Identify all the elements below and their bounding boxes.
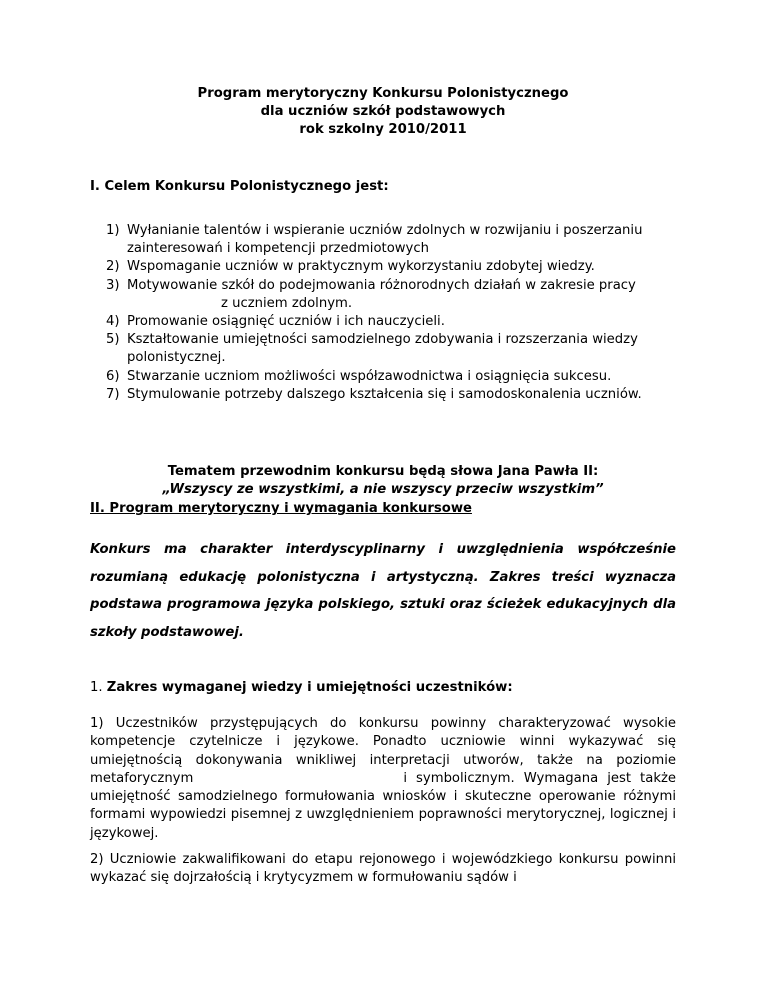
title-line-3: rok szkolny 2010/2011 (299, 122, 467, 137)
subsection-1-heading (90, 679, 513, 697)
list-item-text: Wspomaganie uczniów w praktycznym wykorzystaniu zdobytej wiedzy. (127, 259, 595, 275)
paragraph-1-text-b: i symbolicznym. Wymagana jest także umiejętność samodzielnego formułowania wniosków i skuteczne operowanie różnymi formami wypowiedzi pisemnej z uwzględnieniem poprawności merytorycznej, logicznej i językowej. (90, 770, 676, 841)
list-item-text: Motywowanie szkół do podejmowania różnorodnych działań w zakresie pracy (127, 277, 636, 293)
list-item-number: 6) (106, 368, 120, 384)
list-item (90, 331, 685, 367)
title-line-1: Program merytoryczny Konkursu Polonistycznego (197, 86, 569, 101)
paragraph-2: 2) Uczniowie zakwalifikowani do etapu rejonowego i wojewódzkiego konkursu powinni wykazać się dojrzałością i krytycyzmem w formułowaniu sądów i (90, 852, 676, 886)
list-item-number: 2) (106, 259, 120, 275)
list-item-number: 1) (106, 223, 120, 238)
list-item (90, 222, 685, 258)
subsection-title: Zakres wymaganej wiedzy i umiejętności uczestników: (106, 680, 513, 695)
list-item-number: 3) (106, 277, 120, 293)
theme-line: Tematem przewodnim konkursu będą słowa Jana Pawła II: (167, 464, 599, 479)
list-item-text: Wyłanianie talentów i wspieranie uczniów zdolnych w rozwijaniu i poszerzaniu zainteresowań i kompetencji przedmiotowych (127, 223, 643, 257)
section-2-heading: II. Program merytoryczny i wymagania konkursowe (90, 501, 472, 516)
list-item-text: Stwarzanie uczniom możliwości współzawodnictwa i osiągnięcia sukcesu. (127, 368, 612, 384)
document-title (90, 85, 676, 139)
list-item-number: 5) (106, 332, 120, 348)
list-item (90, 277, 685, 313)
list-item (90, 368, 685, 386)
theme-block (90, 463, 676, 499)
title-line-2: dla uczniów szkół podstawowych (260, 104, 506, 119)
section-1-heading: I. Celem Konkursu Polonistycznego jest: (90, 179, 389, 194)
list-item (90, 258, 685, 276)
list-item-text: Promowanie osiągnięć uczniów i ich nauczycieli. (127, 314, 445, 330)
list-item-text-cont: z uczniem zdolnym. (221, 295, 353, 311)
paragraph-1 (90, 715, 676, 843)
paragraph-1-text-a: 1) Uczestników przystępujących do konkursu powinny charakteryzować wysokie kompetencje czytelnicze i językowe. Ponadto uczniowie winni wykazywać się umiejętnością dokonywania wnikliwej interpretacji utworów, także na poziomie metaforycznym (90, 716, 676, 786)
list-item (90, 386, 685, 404)
theme-quote: „Wszyscy ze wszystkimi, a nie wszyscy przeciw wszystkim” (162, 482, 604, 497)
list-item-text: Stymulowanie potrzeby dalszego kształcenia się i samodoskonalenia uczniów. (127, 386, 642, 402)
section-2-intro: Konkurs ma charakter interdyscyplinarny i uwzględnienia współcześnie rozumianą edukację polonistyczna i artystyczną. Zakres treści wyznacza podstawa programowa języka polskiego, sztuki oraz ścieżek edukacyjnych dla szkoły podstawowej. (90, 542, 676, 640)
list-item-number: 7) (106, 386, 120, 402)
list-item-number: 4) (106, 314, 120, 330)
list-item-text: Kształtowanie umiejętności samodzielnego zdobywania i rozszerzania wiedzy polonistycznej. (127, 332, 638, 366)
subsection-number: 1. (90, 680, 103, 695)
goals-list (90, 222, 685, 404)
list-item (90, 313, 685, 331)
